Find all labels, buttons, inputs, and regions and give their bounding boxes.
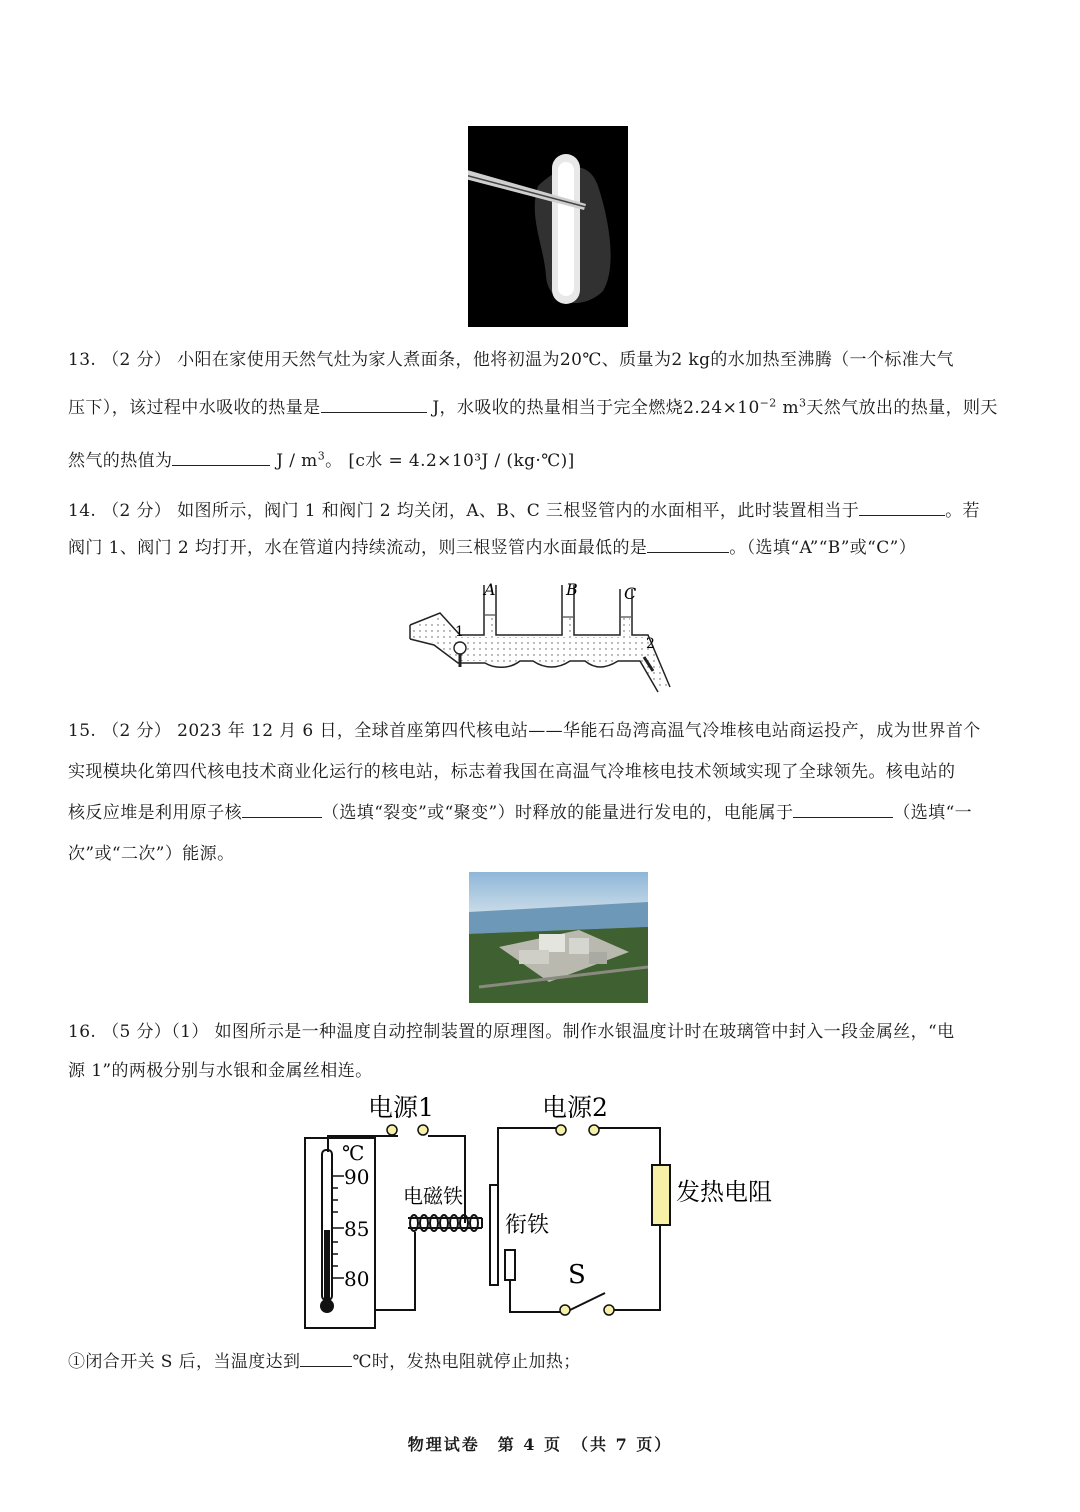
- question-text: 实现模块化第四代核电技术商业化运行的核电站，标志着我国在高温气冷堆核电技术领域实现了全球领先。核电站的: [68, 762, 956, 782]
- question-text: 如图所示是一种温度自动控制装置的原理图。制作水银温度计时在玻璃管中封入一段金属丝，“电: [214, 1022, 955, 1042]
- scale-90-label: 90: [344, 1165, 370, 1189]
- valve-1-label: 1: [455, 624, 464, 640]
- question-text: 阀门 1、阀门 2 均打开，水在管道内持续流动，则三根竖管内水面最低的是: [68, 538, 648, 558]
- question-text: 核反应堆是利用原子核: [68, 803, 242, 823]
- answer-blank[interactable]: [172, 447, 270, 466]
- question-text: 然气的热值为: [68, 451, 173, 471]
- celsius-label: ℃: [342, 1141, 365, 1165]
- tube-a-label: A: [484, 580, 496, 599]
- circuit-diagram: [300, 1090, 790, 1335]
- question-text: 。若: [945, 501, 980, 521]
- question-text: 如图所示，阀门 1 和阀门 2 均关闭，A、B、C 三根竖管内的水面相平，此时装置相当于: [177, 501, 860, 521]
- nuclear-plant-photo: [469, 872, 648, 1003]
- scale-80-label: 80: [344, 1267, 370, 1291]
- question-text: 小阳在家使用天然气灶为家人煮面条，他将初温为20℃、质量为2 kg的水加热至沸腾（一个标准大气: [177, 350, 954, 370]
- question-16-subquestion-1: [68, 1347, 1013, 1371]
- page-footer: 物理试卷 第 4 页 （共 7 页）: [407, 1435, 673, 1454]
- question-16: [68, 1017, 1013, 1081]
- heater-label: 发热电阻: [676, 1178, 772, 1206]
- valve-2-label: 2: [646, 636, 655, 652]
- specific-heat-formula: [c水 = 4.2×10³J / (kg·℃)]: [348, 451, 575, 471]
- question-score: （2 分）: [102, 721, 172, 741]
- question-text: （选填“一: [893, 803, 973, 823]
- superscript: 3: [799, 396, 807, 410]
- question-text: （选填“裂变”或“聚变”）时释放的能量进行发电的，电能属于: [322, 803, 794, 823]
- question-text: 源 1”的两极分别与水银和金属丝相连。: [68, 1061, 373, 1081]
- scale-85-label: 85: [344, 1217, 370, 1241]
- test-tube-photo: [468, 126, 628, 327]
- question-text: ①闭合开关 S 后，当温度达到: [68, 1352, 301, 1372]
- answer-blank[interactable]: [242, 799, 322, 818]
- question-14: [68, 496, 1013, 566]
- question-number: 15.: [68, 721, 97, 741]
- question-text: 2023 年 12 月 6 日，全球首座第四代核电站——华能石岛湾高温气冷堆核电站商运投产，成为世界首个: [177, 721, 981, 741]
- superscript: 3: [317, 449, 326, 463]
- question-number: 14.: [68, 501, 97, 521]
- answer-blank[interactable]: [859, 497, 945, 516]
- answer-blank[interactable]: [647, 534, 729, 553]
- question-score: （2 分）: [102, 501, 172, 521]
- question-text: 。: [325, 451, 343, 471]
- armature-label: 衔铁: [505, 1213, 550, 1238]
- answer-blank[interactable]: [793, 799, 893, 818]
- tube-b-label: B: [566, 580, 578, 599]
- question-score: （5 分）（1）: [102, 1022, 209, 1042]
- question-score: （2 分）: [102, 350, 172, 370]
- question-text: 次”或“二次”）能源。: [68, 844, 235, 864]
- question-number: 16.: [68, 1022, 97, 1042]
- question-text: 。（选填“A”“B”或“C”）: [729, 538, 917, 558]
- switch-label: S: [568, 1260, 586, 1290]
- question-text: 天然气放出的热量，则天: [806, 398, 998, 418]
- question-text: J，水吸收的热量相当于完全燃烧2.24×10: [432, 398, 760, 418]
- question-13: [68, 345, 1013, 485]
- unit-text: m: [776, 398, 799, 418]
- power-2-label: 电源2: [542, 1093, 608, 1122]
- tube-c-label: C: [624, 584, 637, 603]
- question-15: [68, 716, 1013, 866]
- question-text: ℃时，发热电阻就停止加热；: [352, 1352, 581, 1372]
- question-text: 压下），该过程中水吸收的热量是: [68, 398, 321, 418]
- superscript: −2: [759, 396, 777, 410]
- power-1-label: 电源1: [368, 1093, 434, 1122]
- question-number: 13.: [68, 350, 97, 370]
- electromagnet-label: 电磁铁: [403, 1184, 463, 1208]
- pipe-diagram: [400, 575, 680, 695]
- answer-blank[interactable]: [300, 1348, 352, 1367]
- unit-text: J / m: [276, 451, 318, 471]
- answer-blank[interactable]: [321, 394, 427, 413]
